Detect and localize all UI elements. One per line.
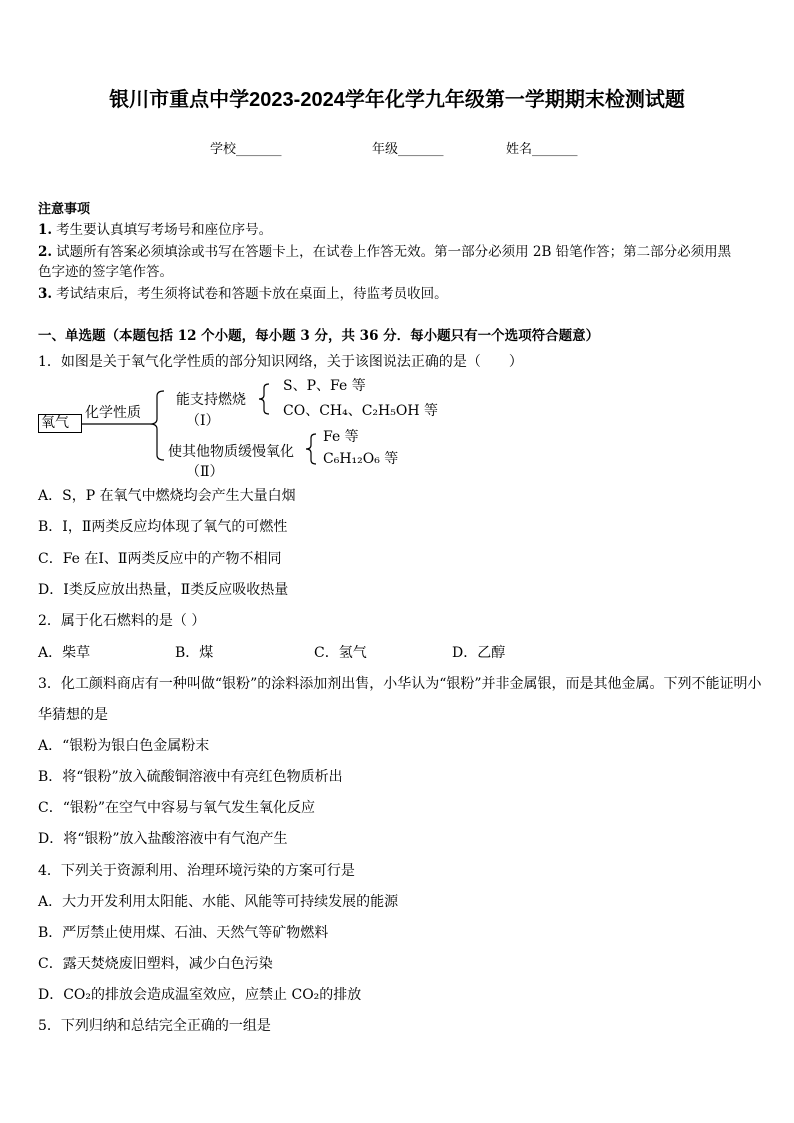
- grade-field: 年级_______: [372, 142, 444, 157]
- diagram-branch-2-example: Fe 等: [323, 429, 359, 445]
- question-2-option-c: C．氢气: [314, 645, 367, 661]
- diagram-branch-2-example: C₆H₁₂O₆ 等: [323, 451, 399, 467]
- combustion-brace: [259, 384, 269, 414]
- notes-heading: 注意事项: [38, 202, 91, 217]
- diagram-branch-2-tag: （Ⅱ）: [186, 464, 224, 480]
- question-1-option-b: B．Ⅰ，Ⅱ两类反应均体现了氧气的可燃性: [38, 519, 288, 535]
- question-3-stem: 3．化工颜料商店有一种叫做“银粉”的涂料添加剂出售，小华认为“银粉”并非金属银，而是其他金属。下列不能证明小: [38, 676, 762, 692]
- question-1-stem: 1．如图是关于氧气化学性质的部分知识网络，关于该图说法正确的是（ ）: [38, 354, 523, 370]
- question-5-stem: 5．下列归纳和总结完全正确的一组是: [38, 1018, 271, 1034]
- question-3-stem-continuation: 华猜想的是: [38, 707, 108, 723]
- slow-oxidation-brace: [306, 434, 316, 464]
- question-4-stem: 4．下列关于资源利用、治理环境污染的方案可行是: [38, 863, 355, 879]
- question-3-option-d: D．将“银粉”放入盐酸溶液中有气泡产生: [38, 831, 288, 847]
- school-field: 学校_______: [210, 142, 282, 157]
- exam-title: 银川市重点中学2023-2024学年化学九年级第一学期期末检测试题: [109, 89, 685, 111]
- note-item: [38, 221, 272, 239]
- question-4-option-b: B．严厉禁止使用煤、石油、天然气等矿物燃料: [38, 925, 329, 941]
- question-3-option-c: C．“银粉”在空气中容易与氧气发生氧化反应: [38, 800, 316, 816]
- question-4-option-a: A．大力开发利用太阳能、水能、风能等可持续发展的能源: [38, 894, 399, 910]
- note-item: [38, 285, 448, 303]
- note-text: 考生要认真填写考场号和座位序号。: [56, 222, 273, 238]
- diagram-root-box: 氧气: [38, 414, 82, 433]
- question-2-stem: 2．属于化石燃料的是（ ）: [38, 613, 206, 629]
- note-number: 1.: [38, 222, 53, 238]
- question-2-option-a: A．柴草: [38, 645, 91, 661]
- name-field: 姓名_______: [506, 142, 578, 157]
- diagram-branch-1-example: CO、CH₄、C₂H₅OH 等: [283, 403, 439, 419]
- diagram-relation-label: 化学性质: [85, 405, 141, 421]
- note-text: 考试结束后，考生须将试卷和答题卡放在桌面上，待监考员收回。: [56, 286, 448, 302]
- note-number: 3.: [38, 286, 53, 302]
- question-2-option-d: D．乙醇: [452, 645, 506, 661]
- note-text: 试题所有答案必须填涂或书写在答题卡上，在试卷上作答无效。第一部分必须用 2B 铅笔作答；第二部分必须用黑: [56, 244, 732, 260]
- question-4-option-c: C．露天焚烧废旧塑料，减少白色污染: [38, 956, 273, 972]
- diagram-branch-1-example: S、P、Fe 等: [283, 378, 366, 394]
- main-brace: [150, 391, 164, 460]
- section-heading: 一、单选题（本题包括 12 个小题，每小题 3 分，共 36 分．每小题只有一个选项符合题意）: [38, 328, 600, 344]
- question-1-option-d: D．Ⅰ类反应放出热量，Ⅱ类反应吸收热量: [38, 582, 289, 598]
- question-4-option-d: D．CO₂的排放会造成温室效应，应禁止 CO₂的排放: [38, 987, 362, 1003]
- diagram-branch-1-tag: （Ⅰ）: [186, 413, 220, 429]
- question-1-option-a: A．S，P 在氧气中燃烧均会产生大量白烟: [38, 488, 296, 504]
- diagram-branch-1-label: 能支持燃烧: [176, 392, 246, 408]
- question-3-option-b: B．将“银粉”放入硫酸铜溶液中有亮红色物质析出: [38, 769, 343, 785]
- diagram-branch-2-label: 使其他物质缓慢氧化: [168, 444, 294, 460]
- question-2-option-b: B．煤: [175, 645, 214, 661]
- note-number: 2.: [38, 244, 53, 260]
- note-text-continuation: 色字迹的签字笔作答。: [38, 264, 173, 280]
- question-3-option-a: A．“银粉为银白色金属粉末: [38, 738, 210, 754]
- question-1-option-c: C．Fe 在Ⅰ、Ⅱ两类反应中的产物不相同: [38, 551, 282, 567]
- note-item: [38, 243, 731, 261]
